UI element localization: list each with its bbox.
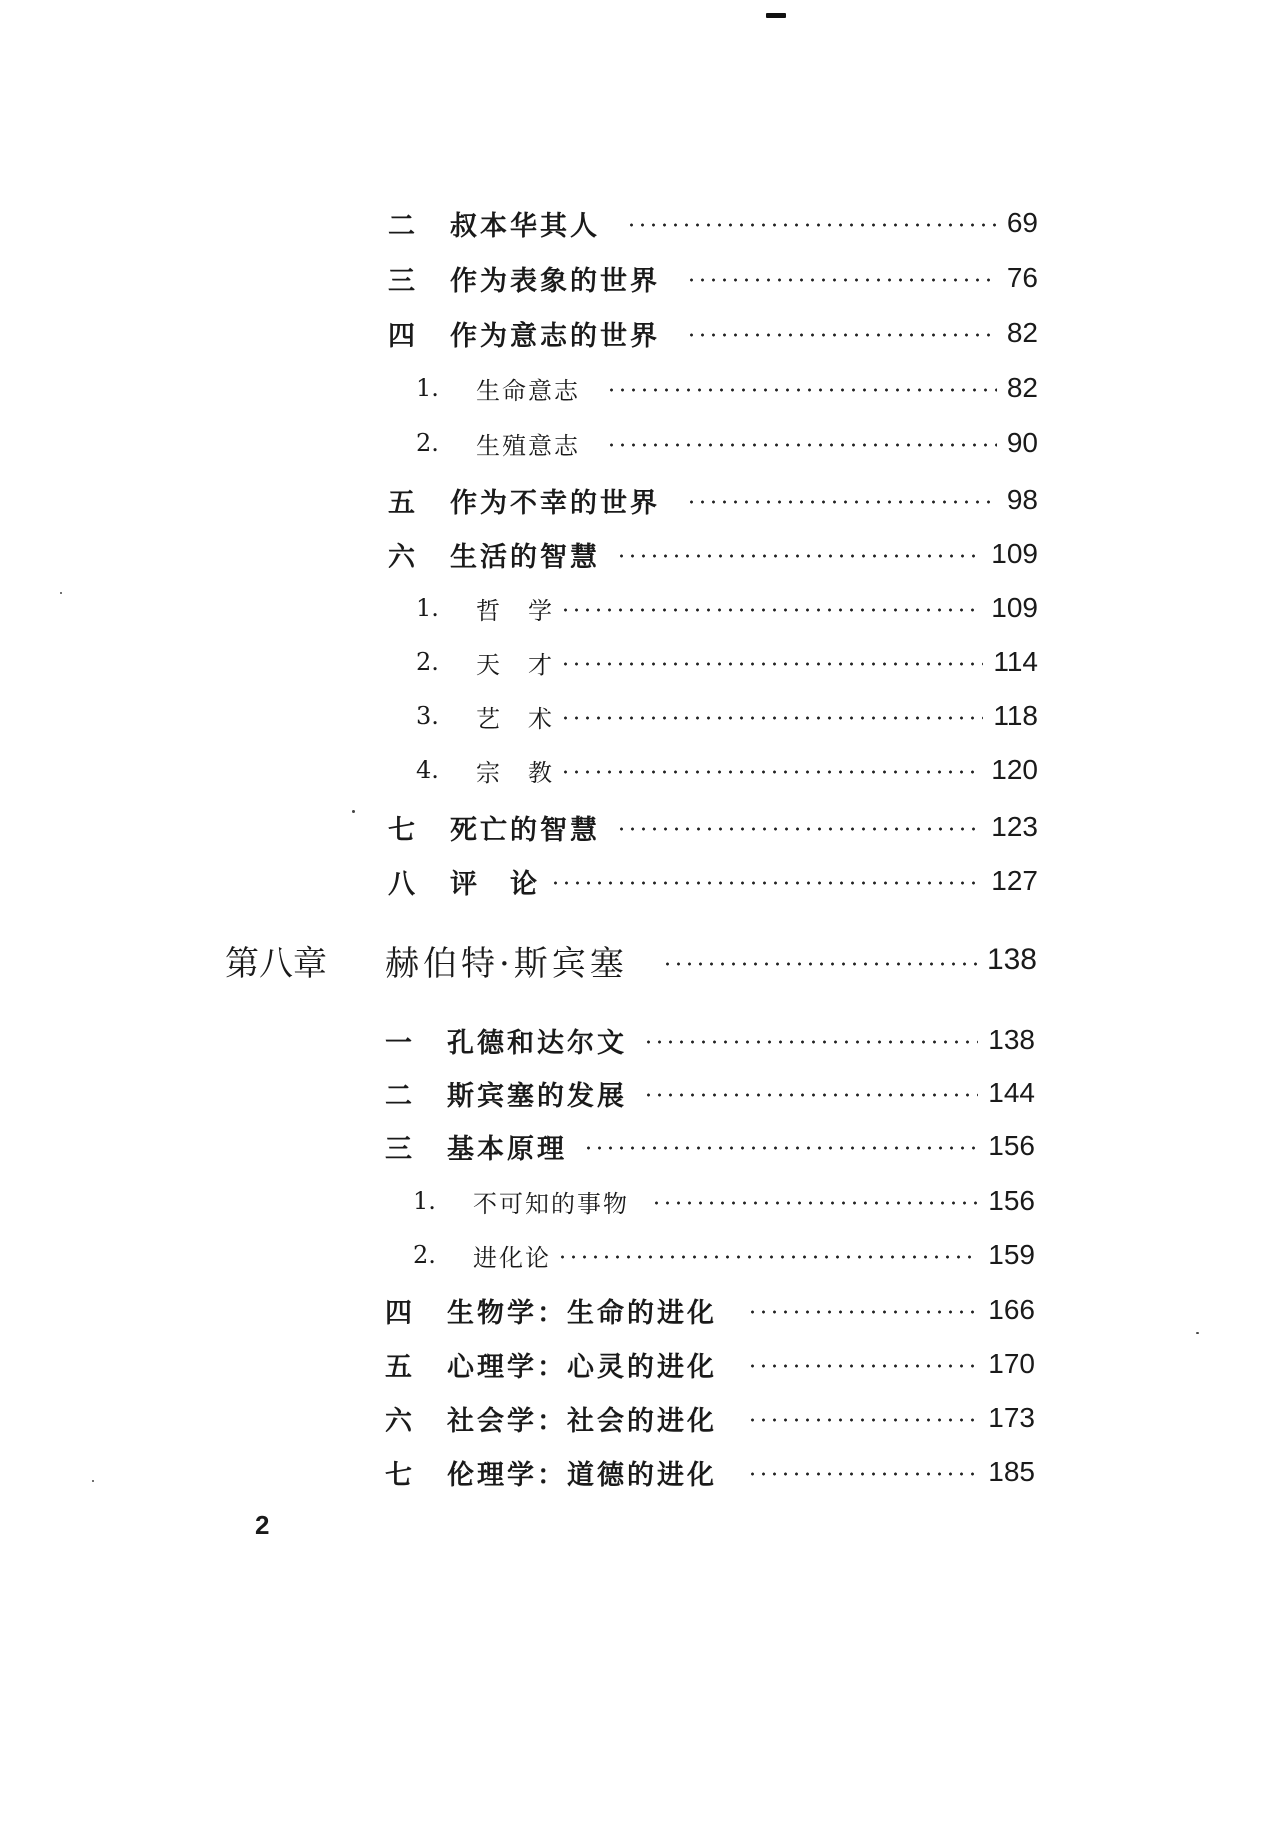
subsection-title: 生殖意志 bbox=[476, 431, 580, 460]
scan-mark bbox=[766, 13, 786, 18]
section-title: 死亡的智慧 bbox=[450, 814, 600, 846]
section-number: 六 bbox=[388, 541, 415, 573]
subsection-title: 天 才 bbox=[476, 650, 554, 679]
page-number: 156 bbox=[988, 1130, 1035, 1161]
page-number: 127 bbox=[991, 865, 1038, 896]
toc-entry-section-3[interactable] bbox=[388, 261, 1038, 295]
dot-leader bbox=[606, 426, 997, 460]
toc-entry-subsection[interactable] bbox=[416, 371, 1038, 405]
page-number: 173 bbox=[988, 1402, 1035, 1433]
subsection-number: 4. bbox=[416, 756, 439, 784]
page-number: 82 bbox=[1006, 317, 1038, 348]
page-number: 114 bbox=[993, 646, 1038, 677]
section-number: 二 bbox=[388, 210, 415, 242]
toc-entry-section-7[interactable] bbox=[388, 810, 1038, 844]
page-number: 98 bbox=[1006, 484, 1038, 515]
subsection-title: 进化论 bbox=[473, 1243, 551, 1272]
toc-entry-section-2[interactable] bbox=[385, 1076, 1035, 1110]
section-title: 生活的智慧 bbox=[450, 541, 600, 573]
subsection-title: 宗 教 bbox=[476, 758, 554, 787]
subsection-number: 2. bbox=[413, 1241, 436, 1269]
page-number: 159 bbox=[988, 1239, 1035, 1270]
dot-leader bbox=[643, 1023, 978, 1057]
toc-entry-section-7[interactable] bbox=[385, 1455, 1035, 1489]
toc-entry-section-3[interactable] bbox=[385, 1129, 1035, 1163]
toc-chapter-8[interactable] bbox=[225, 938, 1037, 982]
page-number: 90 bbox=[1006, 427, 1038, 458]
toc-entry-section-4[interactable] bbox=[385, 1293, 1035, 1327]
dot-leader bbox=[560, 591, 981, 625]
dot-leader bbox=[686, 261, 997, 295]
dot-leader bbox=[550, 864, 981, 898]
dot-leader bbox=[747, 1347, 978, 1381]
dot-leader bbox=[626, 206, 997, 240]
dot-leader bbox=[560, 699, 983, 733]
dot-leader bbox=[616, 810, 981, 844]
page-number: 69 bbox=[1006, 207, 1038, 238]
section-number: 八 bbox=[388, 868, 415, 900]
dot-leader bbox=[662, 938, 977, 982]
subsection-number: 3. bbox=[416, 702, 439, 730]
scan-speck bbox=[92, 1480, 94, 1482]
page-number: 120 bbox=[991, 754, 1038, 785]
toc-entry-subsection[interactable] bbox=[416, 699, 1038, 733]
section-number: 四 bbox=[388, 320, 415, 352]
dot-leader bbox=[557, 1238, 978, 1272]
dot-leader bbox=[606, 371, 997, 405]
subsection-number: 1. bbox=[413, 1187, 436, 1215]
dot-leader bbox=[651, 1184, 978, 1218]
chapter-title: 赫伯特·斯宾塞 bbox=[385, 943, 628, 984]
toc-entry-subsection[interactable] bbox=[416, 753, 1038, 787]
page-number: 166 bbox=[988, 1294, 1035, 1325]
page-number: 156 bbox=[988, 1185, 1035, 1216]
toc-entry-subsection[interactable] bbox=[413, 1238, 1035, 1272]
page-number: 170 bbox=[988, 1348, 1035, 1379]
page-number: 109 bbox=[991, 592, 1038, 623]
subsection-title: 生命意志 bbox=[476, 376, 580, 405]
section-title: 伦理学：道德的进化 bbox=[447, 1459, 717, 1491]
toc-entry-section-6[interactable] bbox=[388, 537, 1038, 571]
page-number: 118 bbox=[993, 700, 1038, 731]
subsection-number: 1. bbox=[416, 594, 439, 622]
toc-entry-section-1[interactable] bbox=[385, 1023, 1035, 1057]
dot-leader bbox=[747, 1401, 978, 1435]
section-number: 五 bbox=[388, 487, 415, 519]
page-number: 82 bbox=[1006, 372, 1038, 403]
toc-entry-subsection[interactable] bbox=[413, 1184, 1035, 1218]
section-title: 生物学：生命的进化 bbox=[447, 1297, 717, 1329]
subsection-title: 不可知的事物 bbox=[473, 1189, 629, 1218]
chapter-label: 第八章 bbox=[225, 943, 327, 984]
subsection-number: 1. bbox=[416, 374, 439, 402]
page-number: 109 bbox=[991, 538, 1038, 569]
toc-entry-section-8[interactable] bbox=[388, 864, 1038, 898]
dot-leader bbox=[686, 483, 997, 517]
scan-speck bbox=[352, 810, 355, 813]
section-number: 五 bbox=[385, 1351, 412, 1383]
section-number: 四 bbox=[385, 1297, 412, 1329]
section-number: 三 bbox=[388, 265, 415, 297]
section-title: 基本原理 bbox=[447, 1133, 567, 1165]
page-number: 138 bbox=[988, 1024, 1035, 1055]
dot-leader bbox=[747, 1455, 978, 1489]
section-title: 叔本华其人 bbox=[450, 210, 600, 242]
page-number: 123 bbox=[991, 811, 1038, 842]
section-title: 社会学：社会的进化 bbox=[447, 1405, 717, 1437]
section-title: 评 论 bbox=[450, 868, 540, 900]
page-number: 185 bbox=[988, 1456, 1035, 1487]
toc-entry-section-4[interactable] bbox=[388, 316, 1038, 350]
subsection-number: 2. bbox=[416, 429, 439, 457]
page-number: 138 bbox=[986, 943, 1037, 976]
dot-leader bbox=[747, 1293, 978, 1327]
dot-leader bbox=[560, 645, 983, 679]
page-folio-number: 2 bbox=[255, 1510, 270, 1540]
dot-leader bbox=[583, 1129, 978, 1163]
section-title: 作为意志的世界 bbox=[450, 320, 660, 352]
dot-leader bbox=[616, 537, 981, 571]
section-number: 一 bbox=[385, 1027, 412, 1059]
section-number: 三 bbox=[385, 1133, 412, 1165]
section-title: 作为不幸的世界 bbox=[450, 487, 660, 519]
toc-entry-subsection[interactable] bbox=[416, 426, 1038, 460]
toc-entry-subsection[interactable] bbox=[416, 645, 1038, 679]
toc-entry-section-5[interactable] bbox=[388, 483, 1038, 517]
subsection-number: 2. bbox=[416, 648, 439, 676]
subsection-title: 艺 术 bbox=[476, 704, 554, 733]
dot-leader bbox=[560, 753, 981, 787]
section-number: 七 bbox=[385, 1459, 412, 1491]
scan-speck bbox=[60, 592, 62, 594]
toc-entry-subsection[interactable] bbox=[416, 591, 1038, 625]
section-number: 二 bbox=[385, 1080, 412, 1112]
dot-leader bbox=[686, 316, 997, 350]
section-title: 心理学：心灵的进化 bbox=[447, 1351, 717, 1383]
page-number: 144 bbox=[988, 1077, 1035, 1108]
section-title: 孔德和达尔文 bbox=[447, 1027, 627, 1059]
section-number: 六 bbox=[385, 1405, 412, 1437]
page-number: 76 bbox=[1006, 262, 1038, 293]
toc-entry-section-5[interactable] bbox=[385, 1347, 1035, 1381]
section-number: 七 bbox=[388, 814, 415, 846]
section-title: 作为表象的世界 bbox=[450, 265, 660, 297]
dot-leader bbox=[643, 1076, 978, 1110]
scan-speck bbox=[1196, 1332, 1199, 1334]
toc-entry-section-6[interactable] bbox=[385, 1401, 1035, 1435]
toc-entry-section-2[interactable] bbox=[388, 206, 1038, 240]
section-title: 斯宾塞的发展 bbox=[447, 1080, 627, 1112]
subsection-title: 哲 学 bbox=[476, 596, 554, 625]
